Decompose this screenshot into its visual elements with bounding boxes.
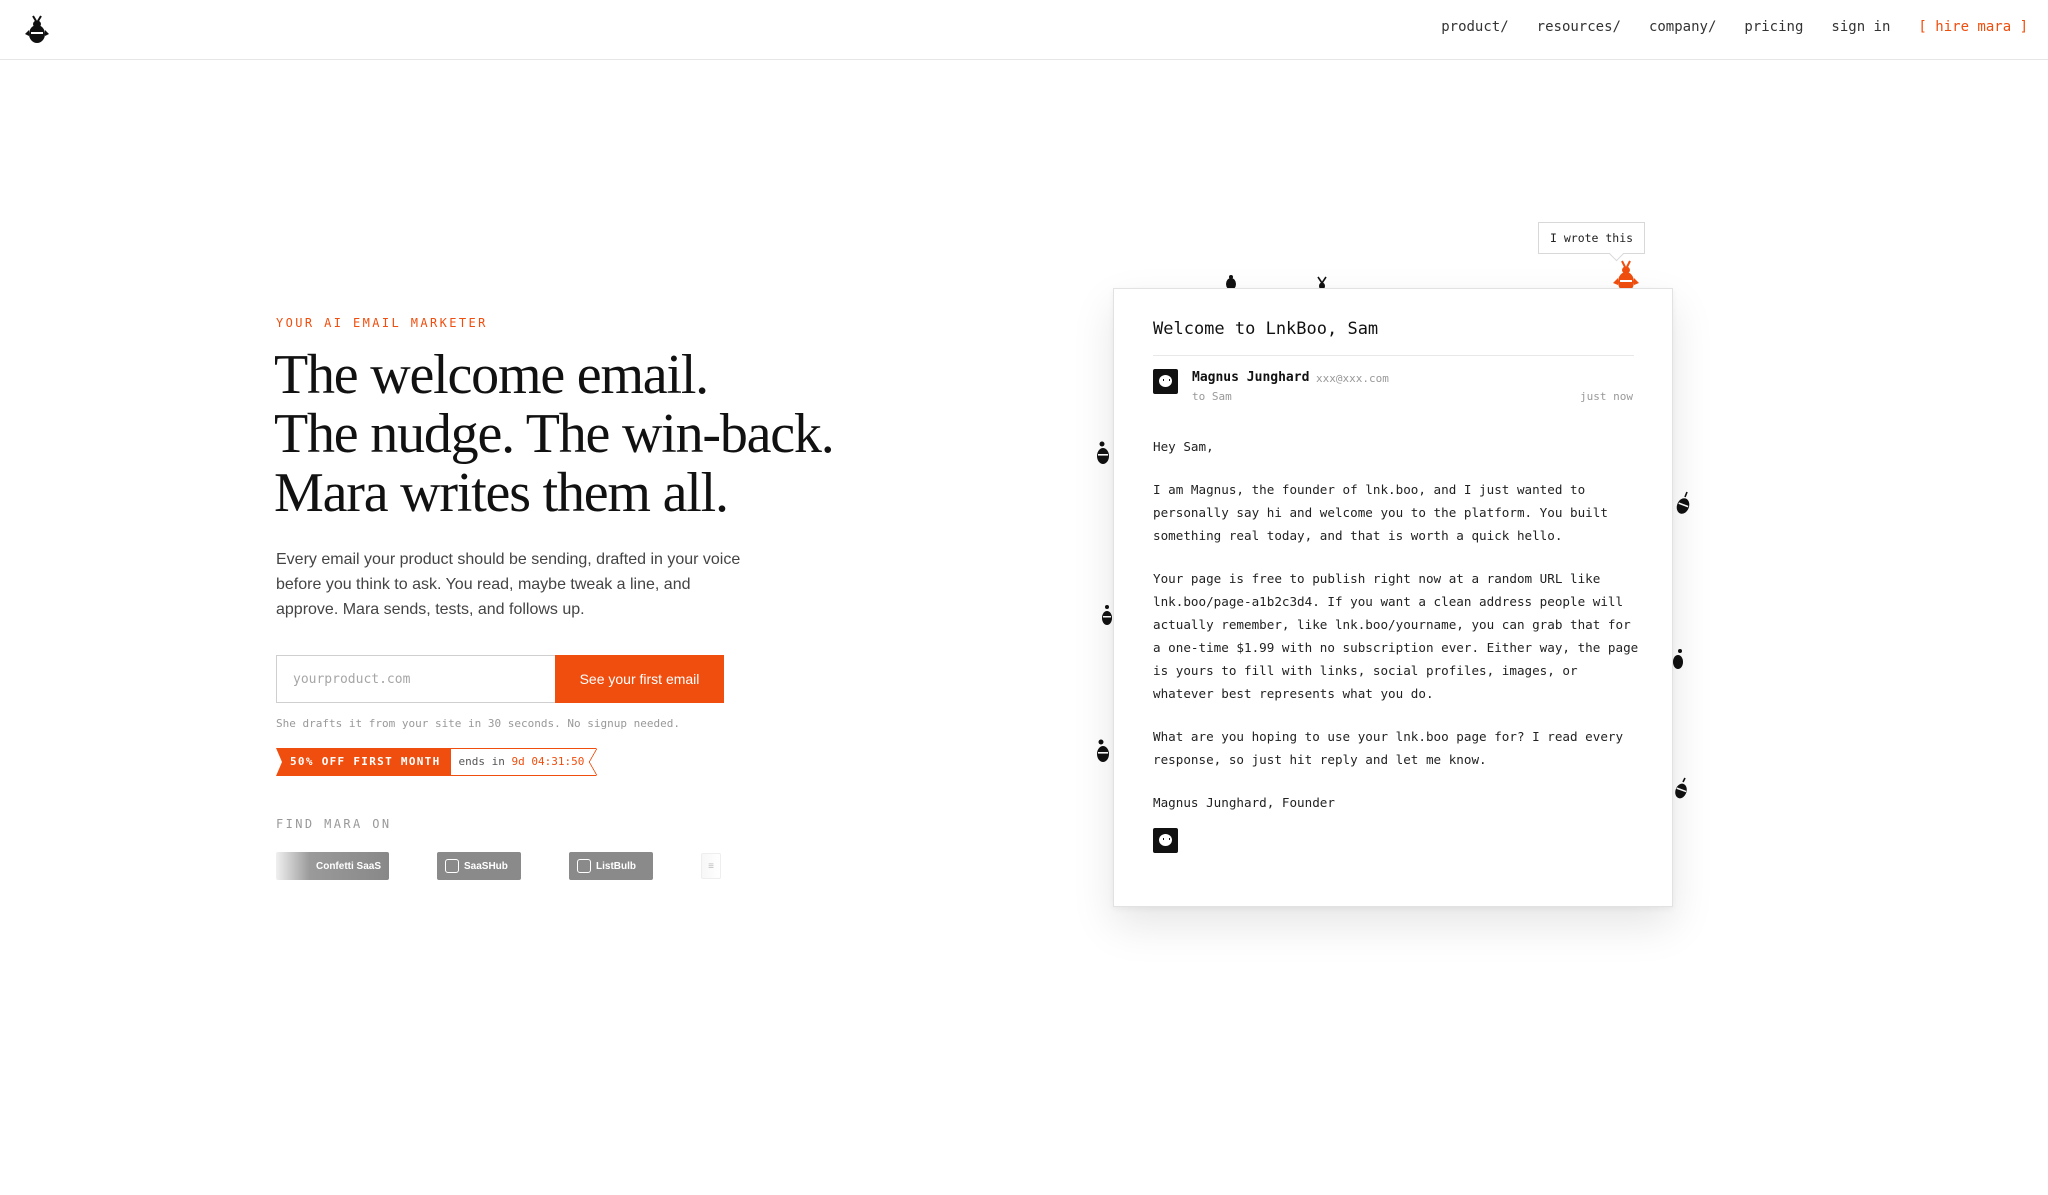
sender-email: xxx@xxx.com <box>1316 372 1389 385</box>
shield-icon <box>445 859 459 873</box>
bee-icon <box>1672 776 1690 800</box>
hero-description: Every email your product should be sending, drafted in your voice before you think to ask. You read, maybe tweak a line, and approve. Mara sends, tests, and follows up. <box>276 551 741 618</box>
headline-line-2: The nudge. The win-back. <box>274 403 834 465</box>
email-paragraph-3: What are you hoping to use your lnk.boo page for? I read every response, so just hit reply and let me know. <box>1153 729 1624 767</box>
promo-countdown <box>451 748 597 776</box>
email-subject: Welcome to LnkBoo, Sam <box>1153 319 1379 339</box>
signup-hint: She drafts it from your site in 30 seconds. No signup needed. <box>276 717 680 730</box>
promo-countdown-value: 9d 04:31:50 <box>511 755 585 768</box>
hero-eyebrow: YOUR AI EMAIL MARKETER <box>276 316 488 330</box>
sender-name: Magnus Junghard <box>1192 370 1310 385</box>
avatar-icon <box>1153 828 1178 853</box>
promo-banner[interactable] <box>276 748 596 776</box>
top-nav <box>0 0 2048 60</box>
directory-badges <box>276 852 721 880</box>
recipient-line: to Sam <box>1192 390 1232 403</box>
email-paragraph-2: Your page is free to publish right now at a random URL like lnk.boo/page-a1b2c3d4. If you want a clean address people will actually remember, like lnk.boo/yourname, you can grab that for a one-time $1.99 with no subscription ever. Either way, the page is yours to fill with links, social profiles, images, or whatever best represents what you do. <box>1153 571 1639 701</box>
headline-line-3: Mara writes them all. <box>274 462 728 524</box>
bee-icon <box>1673 490 1693 516</box>
promo-tag: 50% OFF FIRST MONTH <box>276 748 451 776</box>
i-wrote-this-tooltip: I wrote this <box>1538 222 1645 254</box>
confetti-saas-badge[interactable] <box>276 852 389 880</box>
email-timestamp: just now <box>1580 390 1633 403</box>
saashub-label: SaaSHub <box>464 860 508 872</box>
promo-ends-label: ends in <box>458 755 505 768</box>
product-url-input[interactable] <box>276 655 555 703</box>
nav-sign-in[interactable]: sign in <box>1831 19 1891 35</box>
bee-icon <box>1093 738 1113 764</box>
nav-company[interactable]: company/ <box>1648 19 1717 35</box>
email-preview-card <box>1113 288 1673 907</box>
find-mara-label: FIND MARA ON <box>276 817 392 831</box>
bee-logo-icon[interactable] <box>22 12 52 44</box>
bee-icon <box>1100 604 1114 626</box>
email-signature: Magnus Junghard, Founder <box>1153 795 1335 810</box>
email-paragraph-1: I am Magnus, the founder of lnk.boo, and I just wanted to personally say hi and welcome you to the platform. You built something real today, and that is worth a quick hello. <box>1153 482 1608 543</box>
more-badges-icon[interactable]: ≡ <box>701 853 721 879</box>
saashub-badge[interactable] <box>437 852 521 880</box>
nav-product[interactable]: product/ <box>1441 19 1509 35</box>
signup-form <box>276 655 724 703</box>
email-greeting: Hey Sam, <box>1153 439 1214 454</box>
nav-hire-mara[interactable]: [ hire mara ] <box>1918 19 2028 35</box>
divider <box>1153 355 1634 356</box>
confetti-saas-label: Confetti SaaS <box>315 860 381 872</box>
see-first-email-button[interactable]: See your first email <box>555 655 724 703</box>
hero-headline <box>274 346 834 523</box>
listbulb-label: ListBulb <box>596 860 636 872</box>
nav-resources[interactable]: resources/ <box>1536 19 1621 35</box>
listbulb-logo-icon <box>577 859 591 873</box>
headline-line-1: The welcome email. <box>274 344 708 406</box>
email-body <box>1153 435 1641 853</box>
nav-pricing[interactable]: pricing <box>1744 19 1804 35</box>
bee-icon <box>1094 440 1112 466</box>
listbulb-badge[interactable] <box>569 852 653 880</box>
avatar-icon <box>1153 369 1178 394</box>
